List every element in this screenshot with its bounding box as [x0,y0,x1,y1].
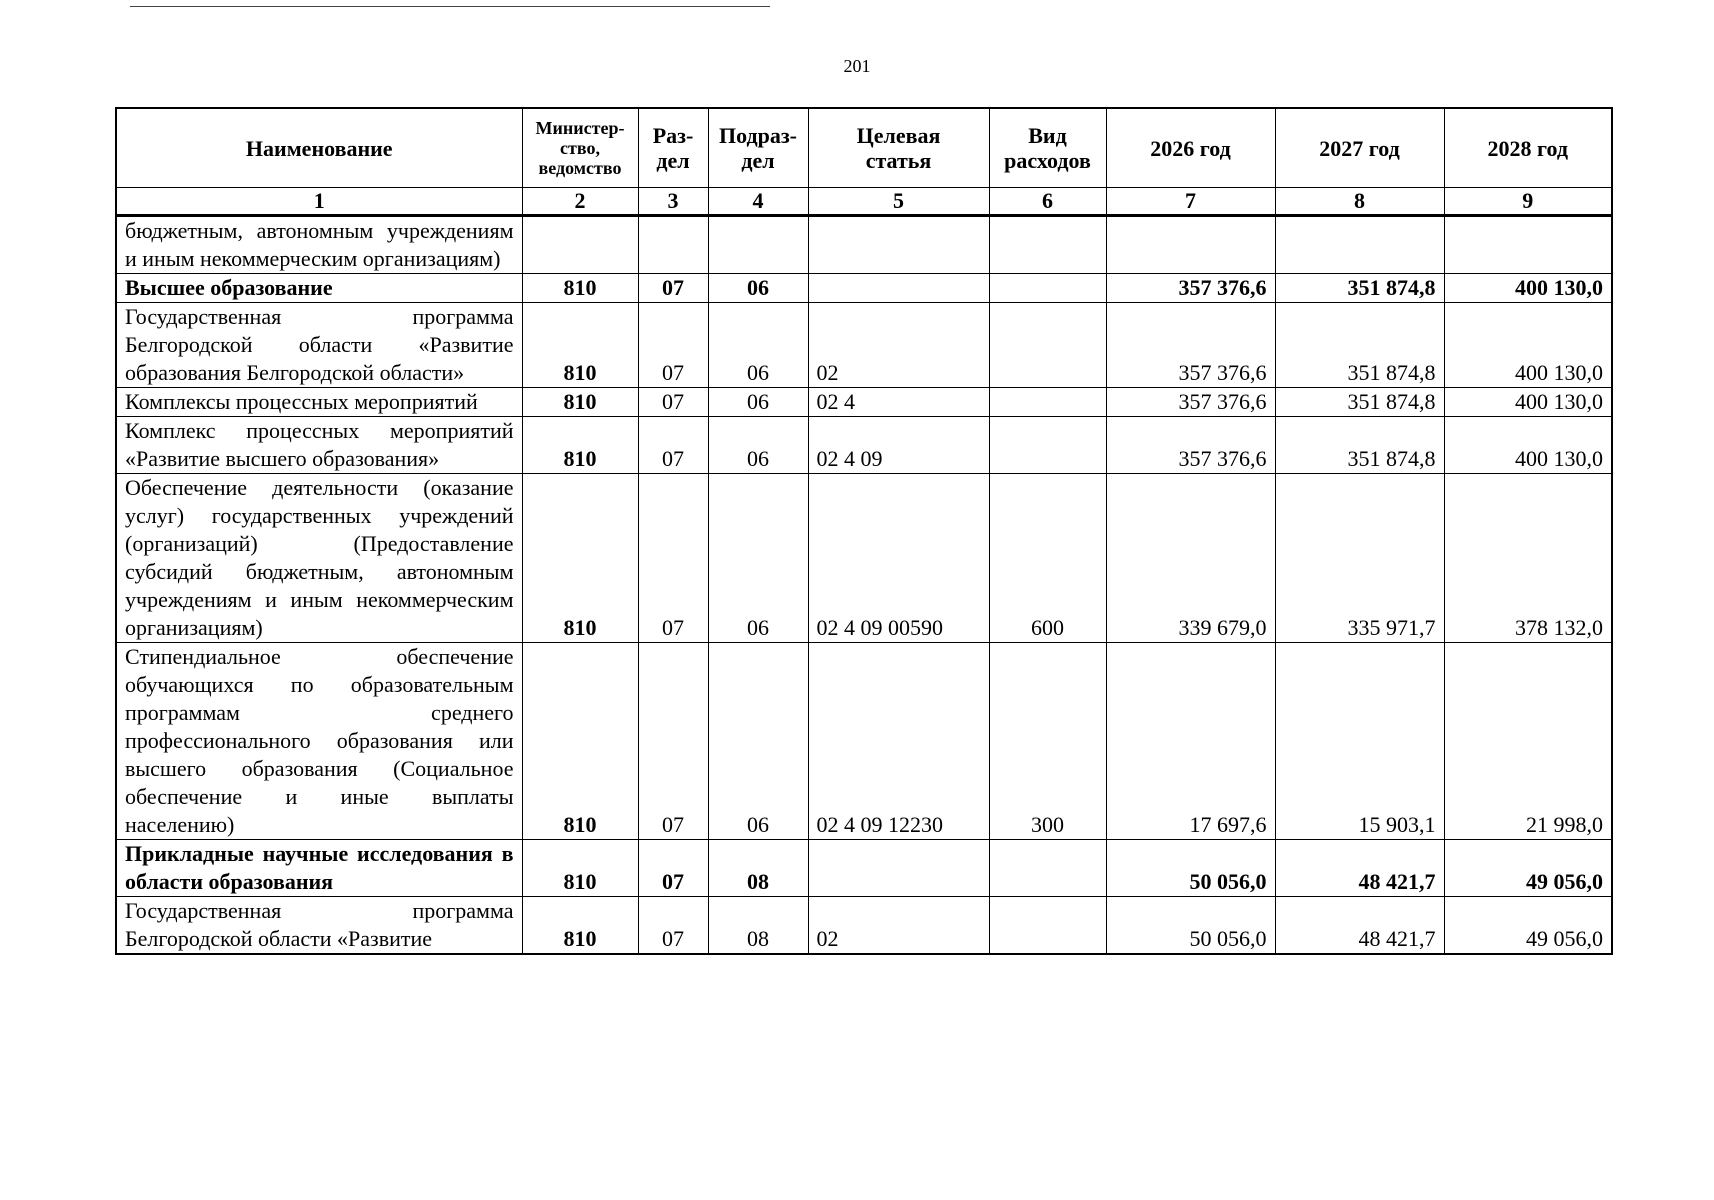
row-exptype-cell [989,274,1106,303]
table-row [116,897,1612,955]
header-section-line-2: дел [656,148,690,173]
row-target-cell [808,216,989,274]
row-2028-cell: 400 130,0 [1444,417,1612,474]
row-subsection-cell: 08 [708,840,808,897]
header-section [638,108,708,188]
row-target-cell: 02 [808,303,989,388]
row-2028-cell: 21 998,0 [1444,643,1612,840]
row-section-cell: 07 [638,274,708,303]
row-section-cell: 07 [638,417,708,474]
row-2028-cell [1444,216,1612,274]
row-2028-cell: 49 056,0 [1444,897,1612,955]
row-name-cell: Стипендиальное обеспечение обучающихся по образовательным программам среднего профессионального образования или высшего образования (Социальное обеспечение и иные выплаты населению) [116,643,522,840]
row-section-cell: 07 [638,303,708,388]
column-number: 1 [116,188,522,216]
row-2026-cell: 357 376,6 [1106,417,1275,474]
header-target [808,108,989,188]
table-row [116,643,1612,840]
row-target-cell: 02 4 09 [808,417,989,474]
header-row [116,108,1612,188]
header-target-line-1: Целевая [856,123,941,148]
row-2026-cell: 357 376,6 [1106,388,1275,417]
row-ministry-cell: 810 [522,643,638,840]
page-number: 201 [843,56,871,76]
row-name-cell: Высшее образование [116,274,522,303]
row-2028-cell: 378 132,0 [1444,474,1612,643]
row-2028-cell: 49 056,0 [1444,840,1612,897]
row-exptype-cell [989,897,1106,955]
header-exptype-line-2: расходов [1004,148,1091,173]
table-row [116,303,1612,388]
header-ministry-line-2: ство, [560,138,600,158]
column-number: 3 [638,188,708,216]
row-subsection-cell: 06 [708,303,808,388]
row-subsection-cell: 06 [708,417,808,474]
header-ministry [522,108,638,188]
row-target-cell: 02 4 [808,388,989,417]
row-ministry-cell: 810 [522,417,638,474]
row-2026-cell: 17 697,6 [1106,643,1275,840]
row-2026-cell: 357 376,6 [1106,303,1275,388]
row-target-cell: 02 4 09 00590 [808,474,989,643]
column-number: 9 [1444,188,1612,216]
row-name-cell: Обеспечение деятельности (оказание услуг) государственных учреждений (организаций) (Предоставление субсидий бюджетным, автономным учреждениям и иным некоммерческим организациям) [116,474,522,643]
column-number: 6 [989,188,1106,216]
row-ministry-cell: 810 [522,474,638,643]
table-row [116,388,1612,417]
row-ministry-cell: 810 [522,303,638,388]
row-2027-cell: 351 874,8 [1275,388,1444,417]
header-subsection [708,108,808,188]
header-2027-label: 2027 год [1319,135,1400,161]
header-exptype [989,108,1106,188]
row-section-cell: 07 [638,840,708,897]
header-name-label: Наименование [245,135,393,161]
row-subsection-cell: 06 [708,474,808,643]
row-2026-cell: 50 056,0 [1106,840,1275,897]
row-subsection-cell: 06 [708,643,808,840]
column-number: 8 [1275,188,1444,216]
row-section-cell [638,216,708,274]
header-exptype-line-1: Вид [1028,123,1067,148]
row-name-cell: Комплекс процессных мероприятий «Развитие высшего образования» [116,417,522,474]
row-section-cell: 07 [638,388,708,417]
row-2026-cell: 50 056,0 [1106,897,1275,955]
row-exptype-cell [989,840,1106,897]
row-section-cell: 07 [638,474,708,643]
column-number: 2 [522,188,638,216]
row-ministry-cell: 810 [522,274,638,303]
column-number-row [116,188,1612,216]
row-2028-cell: 400 130,0 [1444,274,1612,303]
row-2027-cell: 351 874,8 [1275,303,1444,388]
header-name [116,108,522,188]
row-2028-cell: 400 130,0 [1444,388,1612,417]
row-2027-cell: 48 421,7 [1275,840,1444,897]
row-2027-cell [1275,216,1444,274]
table-row [116,417,1612,474]
header-2026-label: 2026 год [1150,135,1231,161]
table-row [116,274,1612,303]
row-target-cell: 02 4 09 12230 [808,643,989,840]
budget-table [115,107,1613,955]
header-ministry-line-3: ведомство [538,158,622,178]
row-ministry-cell [522,216,638,274]
row-section-cell: 07 [638,897,708,955]
row-section-cell: 07 [638,643,708,840]
column-number: 4 [708,188,808,216]
header-2026 [1106,108,1275,188]
row-target-cell [808,274,989,303]
row-exptype-cell [989,388,1106,417]
column-number: 5 [808,188,989,216]
header-section-line-1: Раз- [652,123,694,148]
row-name-cell: Государственная программа Белгородской области «Развитие [116,897,522,955]
row-2026-cell [1106,216,1275,274]
row-2026-cell: 339 679,0 [1106,474,1275,643]
row-2027-cell: 351 874,8 [1275,417,1444,474]
row-2027-cell: 351 874,8 [1275,274,1444,303]
row-subsection-cell: 08 [708,897,808,955]
table-row [116,474,1612,643]
row-subsection-cell: 06 [708,274,808,303]
row-exptype-cell [989,417,1106,474]
table-row [116,216,1612,274]
row-name-cell: Государственная программа Белгородской области «Развитие образования Белгородской области» [116,303,522,388]
column-number: 7 [1106,188,1275,216]
row-target-cell [808,840,989,897]
row-2027-cell: 335 971,7 [1275,474,1444,643]
row-2027-cell: 15 903,1 [1275,643,1444,840]
row-2028-cell: 400 130,0 [1444,303,1612,388]
header-2028-label: 2028 год [1487,135,1568,161]
header-2027 [1275,108,1444,188]
row-target-cell: 02 [808,897,989,955]
table-row [116,840,1612,897]
row-exptype-cell: 300 [989,643,1106,840]
header-ministry-line-1: Министер- [535,118,625,138]
row-ministry-cell: 810 [522,388,638,417]
row-2026-cell: 357 376,6 [1106,274,1275,303]
row-name-cell: Комплексы процессных мероприятий [116,388,522,417]
row-exptype-cell: 600 [989,474,1106,643]
table-body [116,216,1612,955]
row-name-cell: бюджетным, автономным учреждениям и иным некоммерческим организациям) [116,216,522,274]
row-subsection-cell [708,216,808,274]
header-subsection-line-2: дел [741,148,775,173]
table-header [116,108,1612,216]
row-ministry-cell: 810 [522,897,638,955]
row-exptype-cell [989,303,1106,388]
top-rule [130,6,770,7]
row-subsection-cell: 06 [708,388,808,417]
row-2027-cell: 48 421,7 [1275,897,1444,955]
header-2028 [1444,108,1612,188]
row-ministry-cell: 810 [522,840,638,897]
header-target-line-2: статья [865,148,932,173]
row-name-cell: Прикладные научные исследования в области образования [116,840,522,897]
header-subsection-line-1: Подраз- [718,123,797,148]
row-exptype-cell [989,216,1106,274]
